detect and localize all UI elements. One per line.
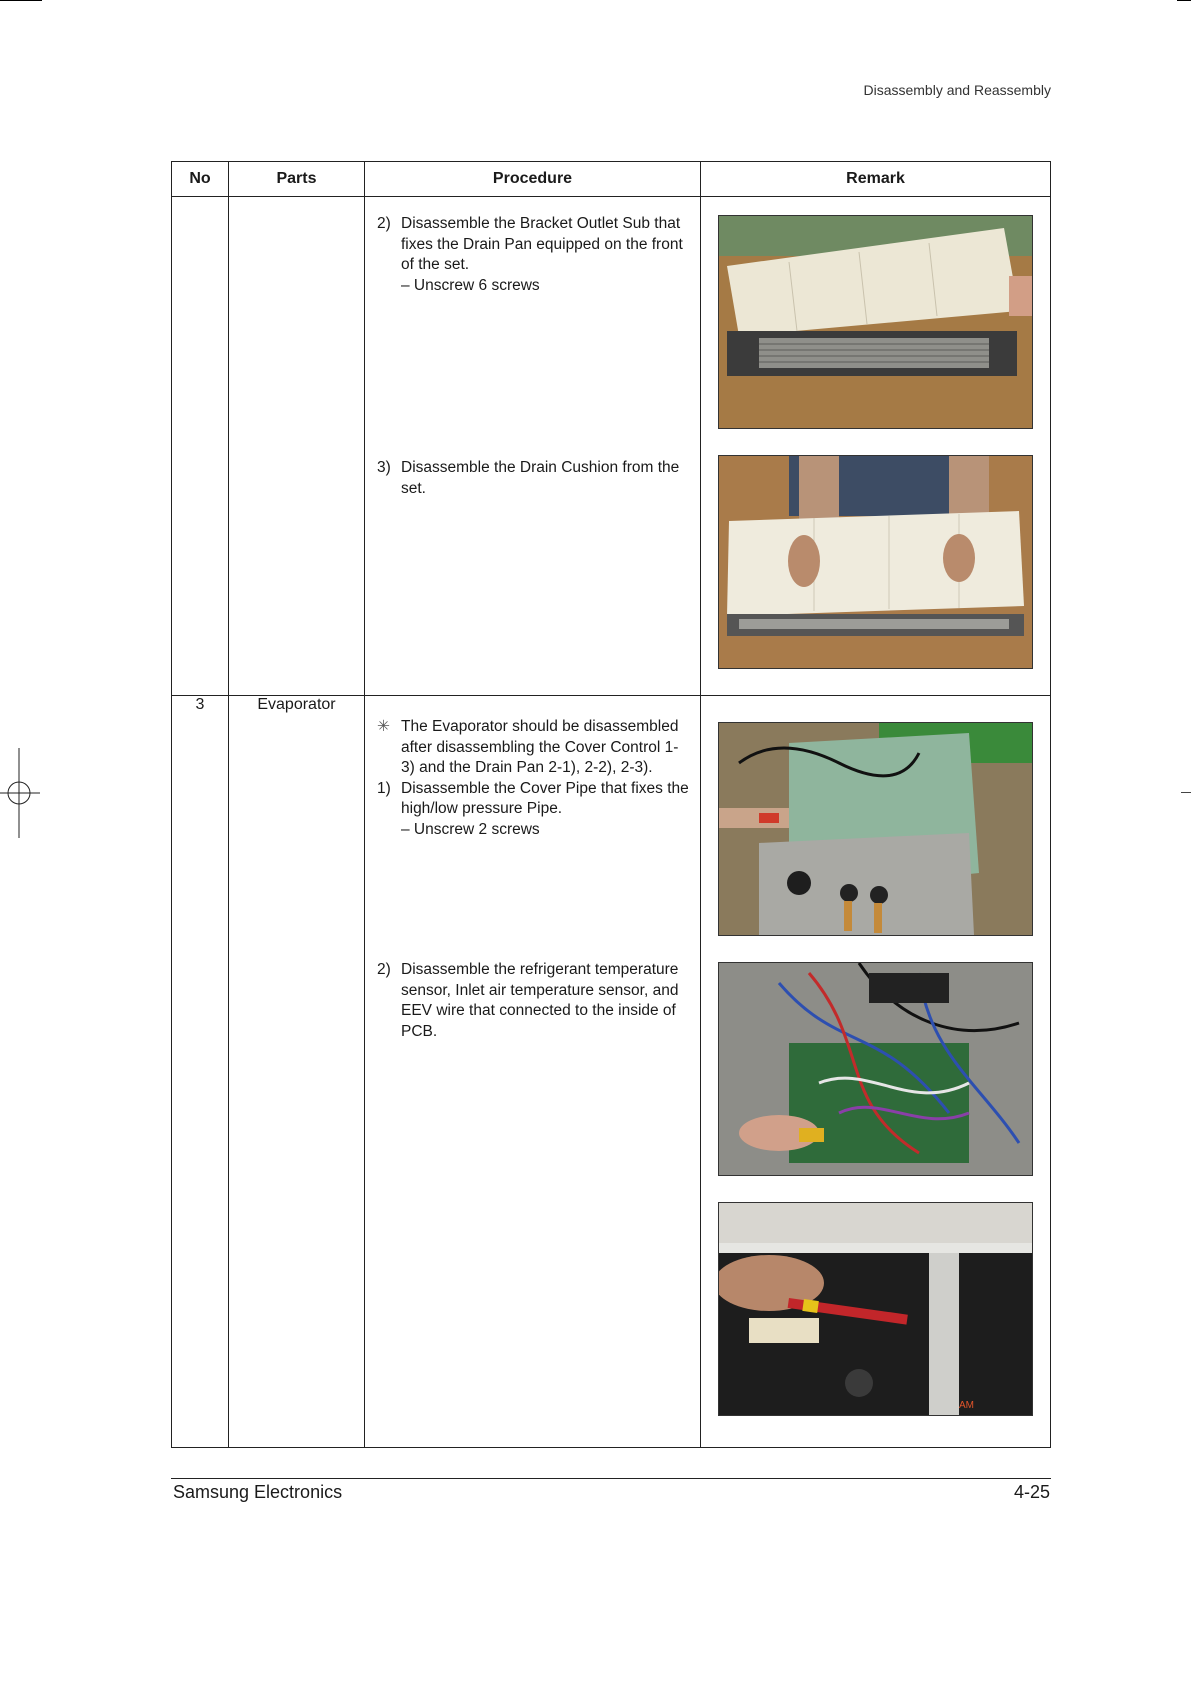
row2-procedure (365, 696, 701, 1448)
registration-mark-icon (0, 748, 40, 838)
row1-parts (229, 197, 365, 696)
photo-drain-cushion (718, 455, 1033, 669)
crop-mark-top-right (1177, 0, 1191, 1)
procedure-step (377, 960, 692, 1042)
step-subnote: – Unscrew 2 screws (401, 820, 540, 838)
svg-text:AM: AM (959, 1400, 974, 1411)
note-mark-icon: ✳ (377, 718, 390, 735)
row1-procedure (365, 197, 701, 696)
step-text: Disassemble the Drain Cushion from the set. (401, 459, 680, 497)
step-number: 2) (377, 961, 391, 978)
note-text: The Evaporator should be disassembled after disassembling the Cover Control 1-3) and the Drain Pan 2-1), 2-2), 2-3). (401, 718, 679, 776)
header-parts: Parts (229, 162, 365, 197)
step-number: 1) (377, 779, 391, 797)
row1-remark (701, 197, 1051, 696)
procedure-step (377, 779, 692, 820)
row2-remark (701, 696, 1051, 1448)
step-number: 3) (377, 459, 391, 476)
photo-cover-pipe (718, 722, 1033, 936)
procedure-step (377, 458, 692, 499)
header-procedure: Procedure (365, 162, 701, 197)
table-header-row (172, 162, 1051, 197)
row2-parts: Evaporator (229, 696, 365, 1448)
photo-sensor-removal (718, 1202, 1033, 1416)
header-remark: Remark (701, 162, 1051, 197)
footer-divider (171, 1478, 1051, 1479)
table-row (172, 197, 1051, 696)
procedure-note (377, 717, 692, 779)
photo-drain-pan-bracket (718, 215, 1033, 429)
crop-mark-top-left (0, 0, 42, 1)
page-header-title: Disassembly and Reassembly (863, 82, 1051, 98)
step-subnote: – Unscrew 6 screws (401, 276, 540, 294)
row2-no: 3 (172, 696, 229, 1448)
step-text: Disassemble the Bracket Outlet Sub that fixes the Drain Pan equipped on the front of the set. (401, 215, 683, 273)
footer-company: Samsung Electronics (173, 1482, 343, 1502)
table-row (172, 696, 1051, 1448)
header-no: No (172, 162, 229, 197)
step-text: Disassemble the Cover Pipe that fixes the high/low pressure Pipe. (401, 779, 689, 817)
row1-no (172, 197, 229, 696)
procedure-table (171, 161, 1051, 1448)
crop-mark-right (1181, 792, 1191, 793)
step-number: 2) (377, 215, 391, 232)
procedure-step (377, 214, 692, 276)
step-text: Disassemble the refrigerant temperature sensor, Inlet air temperature sensor, and EEV wire that connected to the inside of PCB. (401, 961, 679, 1040)
footer-page-number: 4-25 (1013, 1482, 1050, 1502)
photo-pcb-wiring (718, 962, 1033, 1176)
